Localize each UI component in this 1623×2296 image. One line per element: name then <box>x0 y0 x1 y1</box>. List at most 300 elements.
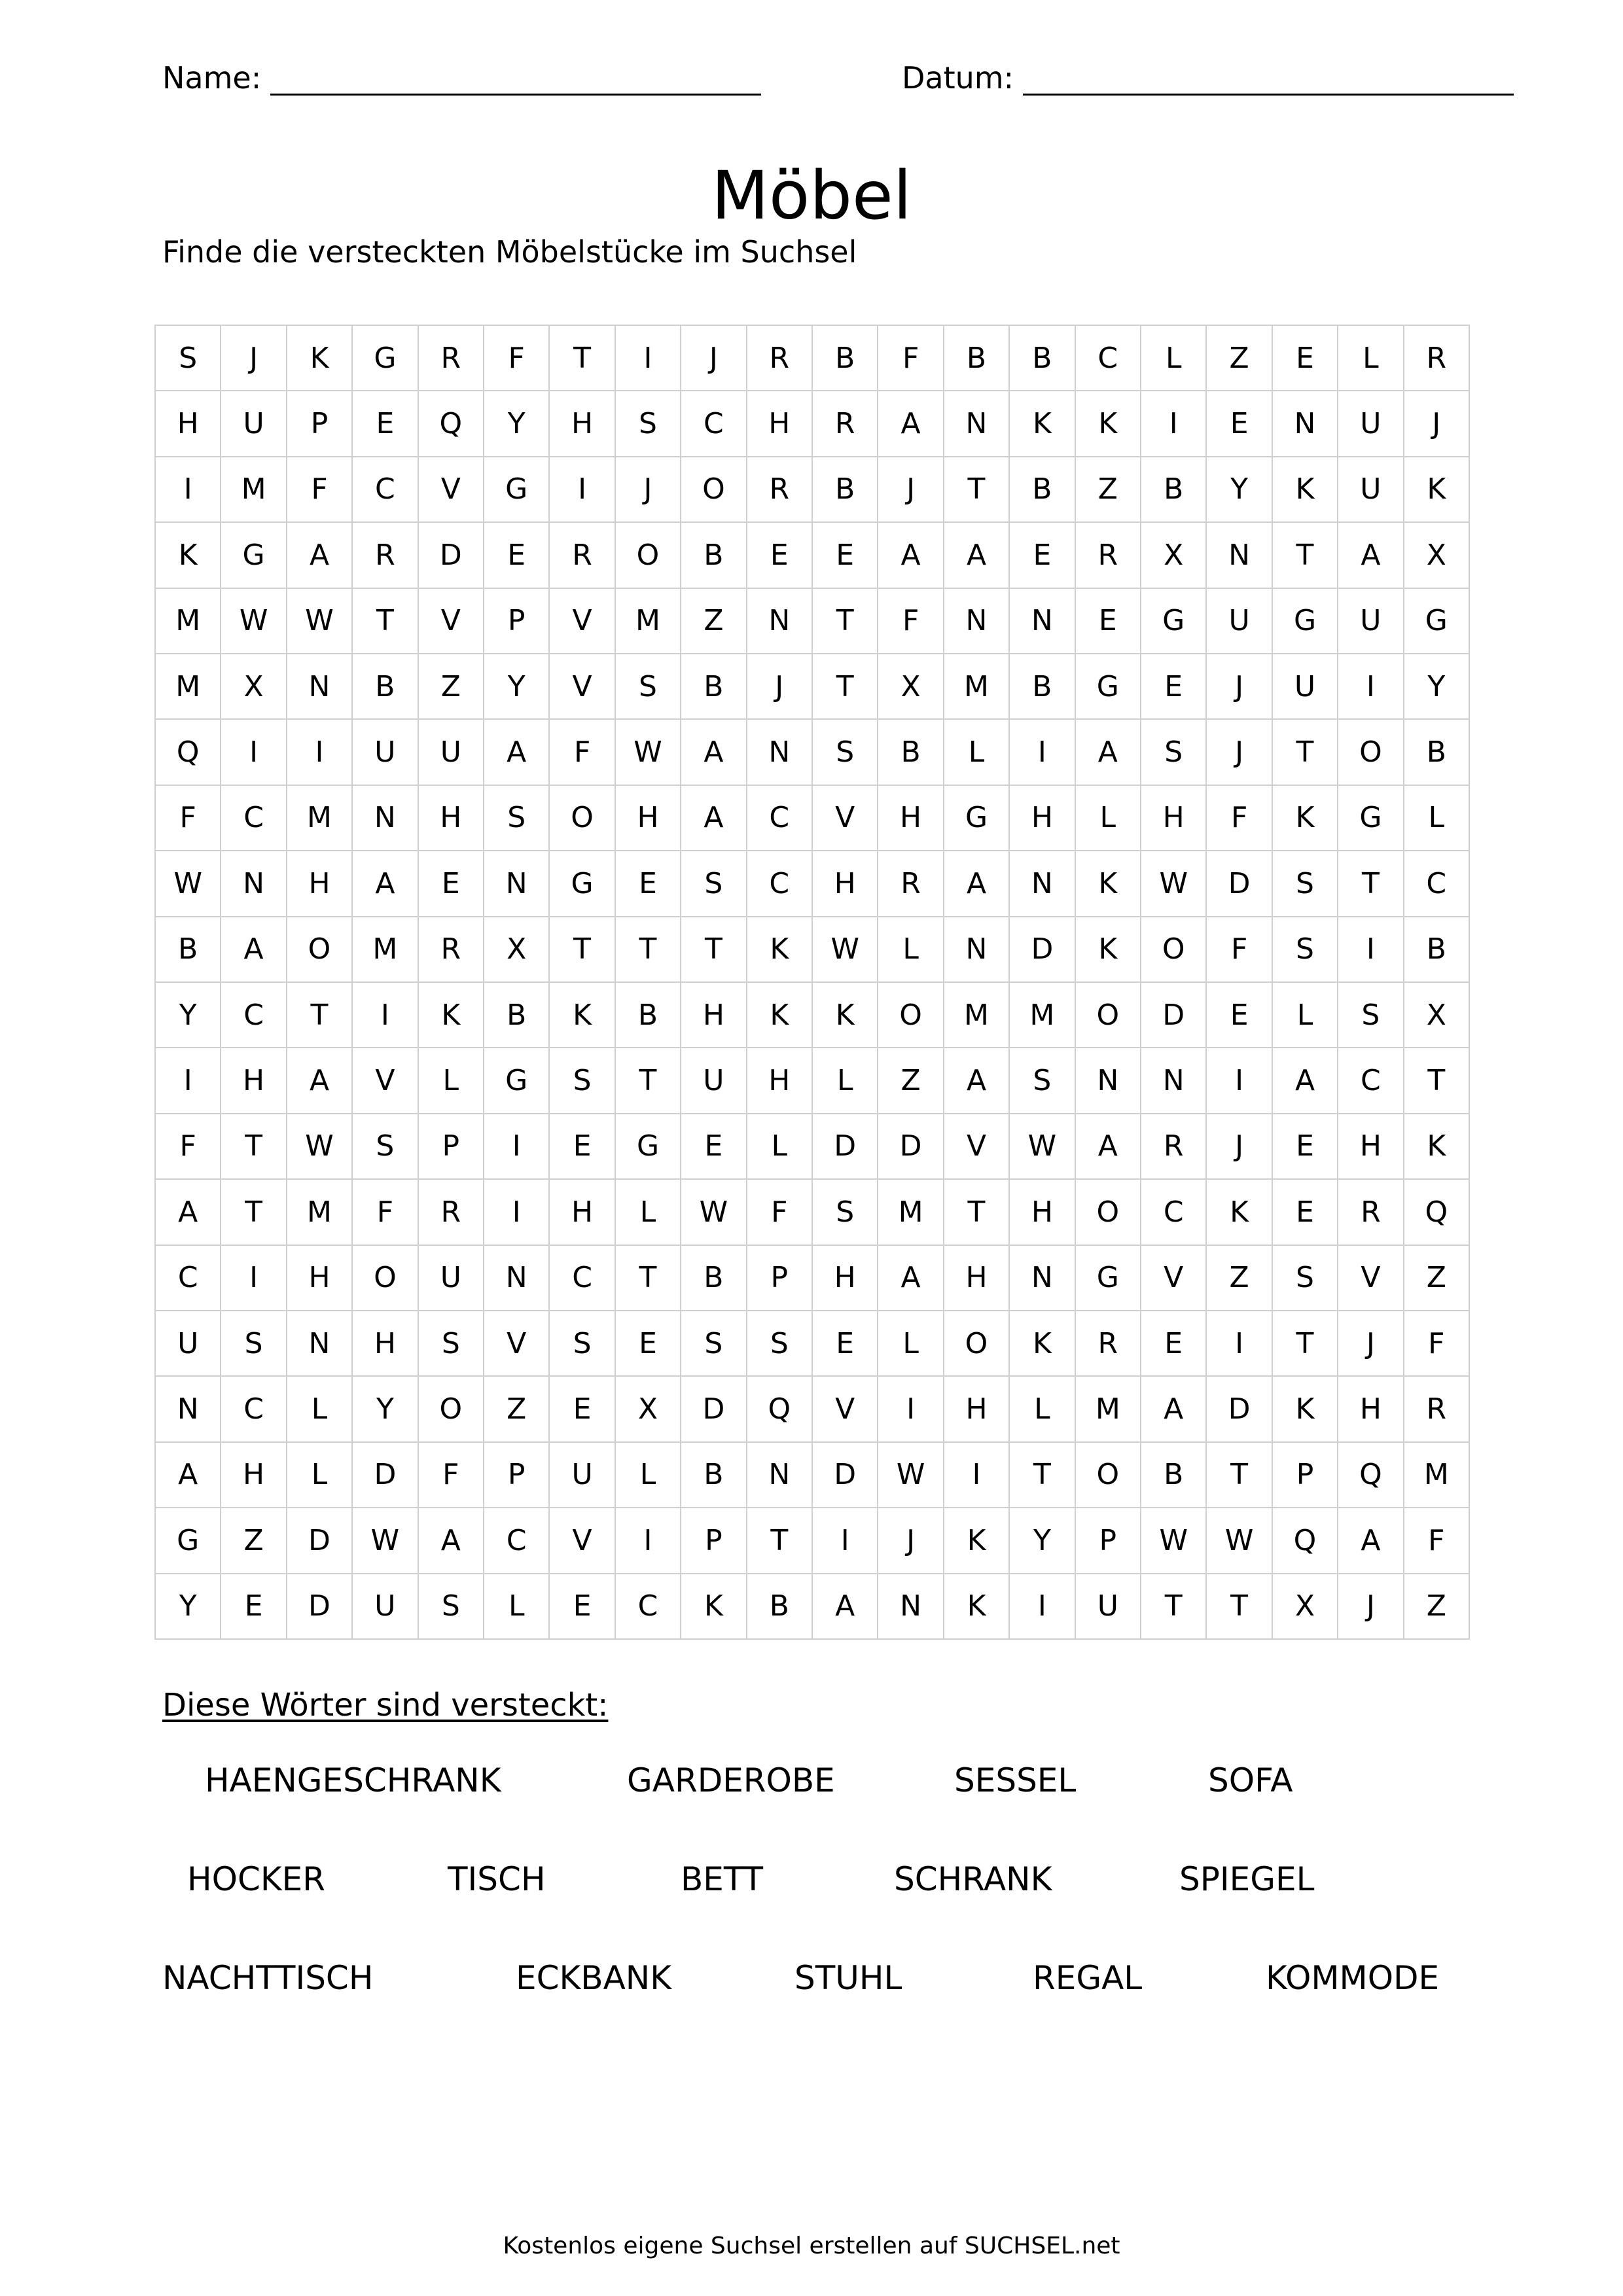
grid-cell[interactable]: U <box>1338 391 1404 457</box>
grid-cell[interactable]: K <box>1076 917 1141 983</box>
grid-cell[interactable]: E <box>1273 1180 1338 1245</box>
grid-cell[interactable]: W <box>353 1508 418 1574</box>
grid-cell[interactable]: I <box>156 1048 221 1114</box>
grid-cell[interactable]: J <box>1207 720 1272 785</box>
grid-cell[interactable]: U <box>156 1311 221 1377</box>
grid-cell[interactable]: G <box>1273 589 1338 654</box>
grid-cell[interactable]: C <box>747 851 813 917</box>
grid-cell[interactable]: S <box>1141 720 1207 785</box>
grid-cell[interactable]: T <box>1404 1048 1470 1114</box>
grid-cell[interactable]: G <box>353 326 418 391</box>
grid-cell[interactable]: A <box>1338 523 1404 588</box>
grid-cell[interactable]: Y <box>484 391 550 457</box>
grid-cell[interactable]: M <box>156 654 221 720</box>
grid-cell[interactable]: F <box>353 1180 418 1245</box>
grid-cell[interactable]: S <box>550 1311 615 1377</box>
grid-cell[interactable]: U <box>419 720 484 785</box>
grid-cell[interactable]: E <box>1010 523 1075 588</box>
grid-cell[interactable]: N <box>878 1574 944 1640</box>
grid-cell[interactable]: S <box>419 1574 484 1640</box>
grid-cell[interactable]: K <box>1010 391 1075 457</box>
grid-cell[interactable]: I <box>1207 1048 1272 1114</box>
grid-cell[interactable]: B <box>1141 457 1207 523</box>
grid-cell[interactable]: B <box>813 457 878 523</box>
grid-cell[interactable]: W <box>287 1114 353 1180</box>
grid-cell[interactable]: Y <box>1207 457 1272 523</box>
grid-cell[interactable]: S <box>156 326 221 391</box>
grid-cell[interactable]: O <box>550 786 615 851</box>
grid-cell[interactable]: I <box>1338 654 1404 720</box>
grid-cell[interactable]: R <box>813 391 878 457</box>
grid-cell[interactable]: G <box>550 851 615 917</box>
grid-cell[interactable]: S <box>1338 983 1404 1048</box>
grid-cell[interactable]: Z <box>1404 1246 1470 1311</box>
grid-cell[interactable]: R <box>419 1180 484 1245</box>
grid-cell[interactable]: E <box>1273 326 1338 391</box>
grid-cell[interactable]: V <box>550 1508 615 1574</box>
grid-cell[interactable]: X <box>1404 983 1470 1048</box>
grid-cell[interactable]: T <box>1141 1574 1207 1640</box>
grid-cell[interactable]: N <box>1010 1246 1075 1311</box>
grid-cell[interactable]: E <box>1141 654 1207 720</box>
grid-cell[interactable]: Z <box>419 654 484 720</box>
grid-cell[interactable]: K <box>813 983 878 1048</box>
grid-cell[interactable]: X <box>878 654 944 720</box>
grid-cell[interactable]: K <box>156 523 221 588</box>
grid-cell[interactable]: M <box>1076 1377 1141 1442</box>
grid-cell[interactable]: G <box>1076 1246 1141 1311</box>
grid-cell[interactable]: O <box>1141 917 1207 983</box>
grid-cell[interactable]: J <box>747 654 813 720</box>
grid-cell[interactable]: A <box>353 851 418 917</box>
grid-cell[interactable]: D <box>1010 917 1075 983</box>
grid-cell[interactable]: A <box>1141 1377 1207 1442</box>
grid-cell[interactable]: E <box>353 391 418 457</box>
grid-cell[interactable]: U <box>681 1048 747 1114</box>
grid-cell[interactable]: A <box>878 391 944 457</box>
grid-cell[interactable]: U <box>353 720 418 785</box>
grid-cell[interactable]: C <box>747 786 813 851</box>
grid-cell[interactable]: I <box>1010 720 1075 785</box>
grid-cell[interactable]: I <box>1141 391 1207 457</box>
grid-cell[interactable]: U <box>1207 589 1272 654</box>
grid-cell[interactable]: K <box>747 917 813 983</box>
grid-cell[interactable]: L <box>1141 326 1207 391</box>
grid-cell[interactable]: F <box>550 720 615 785</box>
grid-cell[interactable]: N <box>747 720 813 785</box>
grid-cell[interactable]: H <box>813 1246 878 1311</box>
grid-cell[interactable]: Y <box>156 1574 221 1640</box>
grid-cell[interactable]: H <box>221 1048 287 1114</box>
grid-cell[interactable]: R <box>1404 1377 1470 1442</box>
grid-cell[interactable]: Y <box>1404 654 1470 720</box>
grid-cell[interactable]: T <box>550 917 615 983</box>
grid-cell[interactable]: M <box>353 917 418 983</box>
grid-cell[interactable]: Q <box>747 1377 813 1442</box>
grid-cell[interactable]: H <box>1010 1180 1075 1245</box>
grid-cell[interactable]: V <box>944 1114 1010 1180</box>
grid-cell[interactable]: D <box>1141 983 1207 1048</box>
grid-cell[interactable]: C <box>1338 1048 1404 1114</box>
grid-cell[interactable]: T <box>1207 1443 1272 1508</box>
grid-cell[interactable]: C <box>1141 1180 1207 1245</box>
grid-cell[interactable]: G <box>156 1508 221 1574</box>
grid-cell[interactable]: L <box>813 1048 878 1114</box>
grid-cell[interactable]: H <box>287 1246 353 1311</box>
grid-cell[interactable]: E <box>616 851 681 917</box>
grid-cell[interactable]: R <box>1141 1114 1207 1180</box>
grid-cell[interactable]: M <box>156 589 221 654</box>
grid-cell[interactable]: S <box>813 720 878 785</box>
grid-cell[interactable]: G <box>1404 589 1470 654</box>
grid-cell[interactable]: K <box>1076 391 1141 457</box>
grid-cell[interactable]: S <box>1273 851 1338 917</box>
grid-cell[interactable]: T <box>813 654 878 720</box>
grid-cell[interactable]: B <box>813 326 878 391</box>
grid-cell[interactable]: E <box>484 523 550 588</box>
grid-cell[interactable]: V <box>484 1311 550 1377</box>
grid-cell[interactable]: T <box>1010 1443 1075 1508</box>
grid-cell[interactable]: T <box>681 917 747 983</box>
grid-cell[interactable]: V <box>1338 1246 1404 1311</box>
grid-cell[interactable]: C <box>1076 326 1141 391</box>
grid-cell[interactable]: G <box>484 457 550 523</box>
grid-cell[interactable]: G <box>1141 589 1207 654</box>
grid-cell[interactable]: E <box>616 1311 681 1377</box>
grid-cell[interactable]: I <box>550 457 615 523</box>
grid-cell[interactable]: D <box>681 1377 747 1442</box>
grid-cell[interactable]: K <box>944 1508 1010 1574</box>
grid-cell[interactable]: B <box>1010 326 1075 391</box>
grid-cell[interactable]: M <box>221 457 287 523</box>
grid-cell[interactable]: L <box>1338 326 1404 391</box>
grid-cell[interactable]: F <box>747 1180 813 1245</box>
grid-cell[interactable]: S <box>681 851 747 917</box>
grid-cell[interactable]: S <box>1273 1246 1338 1311</box>
grid-cell[interactable]: B <box>681 523 747 588</box>
grid-cell[interactable]: H <box>1141 786 1207 851</box>
grid-cell[interactable]: L <box>1076 786 1141 851</box>
grid-cell[interactable]: N <box>747 589 813 654</box>
grid-cell[interactable]: F <box>287 457 353 523</box>
grid-cell[interactable]: T <box>1338 851 1404 917</box>
grid-cell[interactable]: K <box>1404 1114 1470 1180</box>
grid-cell[interactable]: M <box>1404 1443 1470 1508</box>
grid-cell[interactable]: Z <box>1404 1574 1470 1640</box>
grid-cell[interactable]: W <box>1141 1508 1207 1574</box>
grid-cell[interactable]: N <box>1141 1048 1207 1114</box>
grid-cell[interactable]: P <box>287 391 353 457</box>
grid-cell[interactable]: P <box>747 1246 813 1311</box>
grid-cell[interactable]: K <box>1273 786 1338 851</box>
grid-cell[interactable]: S <box>221 1311 287 1377</box>
grid-cell[interactable]: B <box>1141 1443 1207 1508</box>
grid-cell[interactable]: L <box>944 720 1010 785</box>
grid-cell[interactable]: B <box>353 654 418 720</box>
grid-cell[interactable]: H <box>944 1246 1010 1311</box>
grid-cell[interactable]: Y <box>484 654 550 720</box>
grid-cell[interactable]: B <box>747 1574 813 1640</box>
grid-cell[interactable]: L <box>1010 1377 1075 1442</box>
grid-cell[interactable]: I <box>1010 1574 1075 1640</box>
grid-cell[interactable]: W <box>287 589 353 654</box>
grid-cell[interactable]: K <box>287 326 353 391</box>
grid-cell[interactable]: V <box>550 654 615 720</box>
grid-cell[interactable]: T <box>747 1508 813 1574</box>
grid-cell[interactable]: W <box>1141 851 1207 917</box>
grid-cell[interactable]: F <box>1207 786 1272 851</box>
grid-cell[interactable]: B <box>1010 457 1075 523</box>
grid-cell[interactable]: H <box>944 1377 1010 1442</box>
grid-cell[interactable]: V <box>353 1048 418 1114</box>
grid-cell[interactable]: G <box>1076 654 1141 720</box>
grid-cell[interactable]: N <box>287 1311 353 1377</box>
grid-cell[interactable]: N <box>944 589 1010 654</box>
grid-cell[interactable]: N <box>484 1246 550 1311</box>
grid-cell[interactable]: Q <box>156 720 221 785</box>
grid-cell[interactable]: I <box>616 1508 681 1574</box>
grid-cell[interactable]: D <box>353 1443 418 1508</box>
grid-cell[interactable]: M <box>287 1180 353 1245</box>
grid-cell[interactable]: Z <box>484 1377 550 1442</box>
grid-cell[interactable]: C <box>353 457 418 523</box>
grid-cell[interactable]: D <box>287 1574 353 1640</box>
grid-cell[interactable]: L <box>1273 983 1338 1048</box>
grid-cell[interactable]: A <box>681 720 747 785</box>
grid-cell[interactable]: R <box>419 917 484 983</box>
grid-cell[interactable]: I <box>287 720 353 785</box>
grid-cell[interactable]: N <box>747 1443 813 1508</box>
grid-cell[interactable]: U <box>1076 1574 1141 1640</box>
grid-cell[interactable]: U <box>221 391 287 457</box>
grid-cell[interactable]: K <box>747 983 813 1048</box>
grid-cell[interactable]: V <box>419 589 484 654</box>
grid-cell[interactable]: W <box>681 1180 747 1245</box>
grid-cell[interactable]: A <box>944 851 1010 917</box>
grid-cell[interactable]: X <box>1141 523 1207 588</box>
grid-cell[interactable]: A <box>813 1574 878 1640</box>
grid-cell[interactable]: N <box>156 1377 221 1442</box>
grid-cell[interactable]: G <box>484 1048 550 1114</box>
grid-cell[interactable]: F <box>1207 917 1272 983</box>
grid-cell[interactable]: T <box>616 917 681 983</box>
grid-cell[interactable]: I <box>156 457 221 523</box>
grid-cell[interactable]: H <box>747 391 813 457</box>
grid-cell[interactable]: J <box>1338 1574 1404 1640</box>
grid-cell[interactable]: F <box>1404 1311 1470 1377</box>
grid-cell[interactable]: S <box>1010 1048 1075 1114</box>
grid-cell[interactable]: R <box>747 457 813 523</box>
grid-cell[interactable]: N <box>1207 523 1272 588</box>
grid-cell[interactable]: O <box>1076 1180 1141 1245</box>
grid-cell[interactable]: M <box>1010 983 1075 1048</box>
grid-cell[interactable]: T <box>1207 1574 1272 1640</box>
grid-cell[interactable]: V <box>550 589 615 654</box>
grid-cell[interactable]: L <box>419 1048 484 1114</box>
grid-cell[interactable]: G <box>944 786 1010 851</box>
grid-cell[interactable]: B <box>1404 917 1470 983</box>
grid-cell[interactable]: N <box>1076 1048 1141 1114</box>
grid-cell[interactable]: P <box>484 589 550 654</box>
grid-cell[interactable]: H <box>353 1311 418 1377</box>
grid-cell[interactable]: E <box>1207 391 1272 457</box>
grid-cell[interactable]: R <box>878 851 944 917</box>
grid-cell[interactable]: P <box>1076 1508 1141 1574</box>
grid-cell[interactable]: J <box>1338 1311 1404 1377</box>
grid-cell[interactable]: E <box>813 1311 878 1377</box>
grid-cell[interactable]: S <box>747 1311 813 1377</box>
grid-cell[interactable]: J <box>878 457 944 523</box>
grid-cell[interactable]: F <box>484 326 550 391</box>
grid-cell[interactable]: C <box>221 983 287 1048</box>
grid-cell[interactable]: S <box>616 391 681 457</box>
grid-cell[interactable]: A <box>1273 1048 1338 1114</box>
grid-cell[interactable]: D <box>287 1508 353 1574</box>
grid-cell[interactable]: L <box>878 917 944 983</box>
grid-cell[interactable]: V <box>813 1377 878 1442</box>
grid-cell[interactable]: D <box>813 1114 878 1180</box>
grid-cell[interactable]: X <box>1273 1574 1338 1640</box>
grid-cell[interactable]: X <box>484 917 550 983</box>
grid-cell[interactable]: A <box>878 523 944 588</box>
grid-cell[interactable]: L <box>616 1443 681 1508</box>
grid-cell[interactable]: E <box>221 1574 287 1640</box>
grid-cell[interactable]: C <box>221 786 287 851</box>
grid-cell[interactable]: U <box>353 1574 418 1640</box>
grid-cell[interactable]: J <box>681 326 747 391</box>
grid-cell[interactable]: B <box>156 917 221 983</box>
grid-cell[interactable]: S <box>419 1311 484 1377</box>
grid-cell[interactable]: T <box>287 983 353 1048</box>
grid-cell[interactable]: O <box>287 917 353 983</box>
grid-cell[interactable]: Q <box>1273 1508 1338 1574</box>
grid-cell[interactable]: W <box>1207 1508 1272 1574</box>
grid-cell[interactable]: S <box>813 1180 878 1245</box>
grid-cell[interactable]: D <box>878 1114 944 1180</box>
grid-cell[interactable]: W <box>156 851 221 917</box>
grid-cell[interactable]: L <box>616 1180 681 1245</box>
grid-cell[interactable]: K <box>681 1574 747 1640</box>
grid-cell[interactable]: W <box>221 589 287 654</box>
grid-cell[interactable]: S <box>616 654 681 720</box>
grid-cell[interactable]: Z <box>681 589 747 654</box>
grid-cell[interactable]: J <box>1404 391 1470 457</box>
grid-cell[interactable]: D <box>1207 851 1272 917</box>
grid-cell[interactable]: A <box>944 1048 1010 1114</box>
grid-cell[interactable]: C <box>221 1377 287 1442</box>
grid-cell[interactable]: F <box>878 326 944 391</box>
grid-cell[interactable]: N <box>944 391 1010 457</box>
grid-cell[interactable]: T <box>1273 720 1338 785</box>
grid-cell[interactable]: D <box>813 1443 878 1508</box>
grid-cell[interactable]: B <box>878 720 944 785</box>
grid-cell[interactable]: O <box>1338 720 1404 785</box>
grid-cell[interactable]: H <box>747 1048 813 1114</box>
grid-cell[interactable]: N <box>353 786 418 851</box>
grid-cell[interactable]: F <box>156 786 221 851</box>
grid-cell[interactable]: M <box>944 983 1010 1048</box>
grid-cell[interactable]: H <box>1338 1377 1404 1442</box>
grid-cell[interactable]: H <box>878 786 944 851</box>
grid-cell[interactable]: U <box>1273 654 1338 720</box>
grid-cell[interactable]: Z <box>1076 457 1141 523</box>
grid-cell[interactable]: E <box>813 523 878 588</box>
grid-cell[interactable]: W <box>1010 1114 1075 1180</box>
grid-cell[interactable]: J <box>878 1508 944 1574</box>
grid-cell[interactable]: K <box>1010 1311 1075 1377</box>
grid-cell[interactable]: P <box>484 1443 550 1508</box>
grid-cell[interactable]: Z <box>878 1048 944 1114</box>
grid-cell[interactable]: Z <box>1207 1246 1272 1311</box>
grid-cell[interactable]: E <box>550 1114 615 1180</box>
grid-cell[interactable]: K <box>1207 1180 1272 1245</box>
grid-cell[interactable]: Z <box>221 1508 287 1574</box>
grid-cell[interactable]: P <box>419 1114 484 1180</box>
grid-cell[interactable]: L <box>484 1574 550 1640</box>
grid-cell[interactable]: B <box>944 326 1010 391</box>
grid-cell[interactable]: P <box>681 1508 747 1574</box>
grid-cell[interactable]: R <box>1076 1311 1141 1377</box>
grid-cell[interactable]: R <box>747 326 813 391</box>
grid-cell[interactable]: B <box>484 983 550 1048</box>
grid-cell[interactable]: N <box>1273 391 1338 457</box>
grid-cell[interactable]: K <box>1273 1377 1338 1442</box>
grid-cell[interactable]: O <box>681 457 747 523</box>
grid-cell[interactable]: V <box>419 457 484 523</box>
grid-cell[interactable]: H <box>616 786 681 851</box>
grid-cell[interactable]: N <box>287 654 353 720</box>
grid-cell[interactable]: E <box>1207 983 1272 1048</box>
grid-cell[interactable]: L <box>287 1377 353 1442</box>
grid-cell[interactable]: V <box>1141 1246 1207 1311</box>
grid-cell[interactable]: H <box>813 851 878 917</box>
grid-cell[interactable]: N <box>221 851 287 917</box>
grid-cell[interactable]: I <box>484 1180 550 1245</box>
grid-cell[interactable]: F <box>1404 1508 1470 1574</box>
grid-cell[interactable]: C <box>1404 851 1470 917</box>
grid-cell[interactable]: J <box>1207 654 1272 720</box>
grid-cell[interactable]: B <box>616 983 681 1048</box>
grid-cell[interactable]: Y <box>353 1377 418 1442</box>
grid-cell[interactable]: X <box>221 654 287 720</box>
grid-cell[interactable]: J <box>1207 1114 1272 1180</box>
grid-cell[interactable]: H <box>287 851 353 917</box>
grid-cell[interactable]: I <box>221 720 287 785</box>
grid-cell[interactable]: N <box>1010 851 1075 917</box>
grid-cell[interactable]: J <box>221 326 287 391</box>
grid-cell[interactable]: A <box>878 1246 944 1311</box>
grid-cell[interactable]: E <box>1273 1114 1338 1180</box>
grid-cell[interactable]: X <box>616 1377 681 1442</box>
grid-cell[interactable]: R <box>550 523 615 588</box>
grid-cell[interactable]: O <box>616 523 681 588</box>
grid-cell[interactable]: R <box>419 326 484 391</box>
grid-cell[interactable]: I <box>616 326 681 391</box>
grid-cell[interactable]: R <box>353 523 418 588</box>
grid-cell[interactable]: D <box>419 523 484 588</box>
grid-cell[interactable]: T <box>221 1180 287 1245</box>
grid-cell[interactable]: H <box>156 391 221 457</box>
grid-cell[interactable]: U <box>419 1246 484 1311</box>
grid-cell[interactable]: H <box>681 983 747 1048</box>
grid-cell[interactable]: B <box>681 654 747 720</box>
grid-cell[interactable]: K <box>1404 457 1470 523</box>
grid-cell[interactable]: T <box>550 326 615 391</box>
grid-cell[interactable]: I <box>353 983 418 1048</box>
grid-cell[interactable]: E <box>1076 589 1141 654</box>
grid-cell[interactable]: G <box>1338 786 1404 851</box>
grid-cell[interactable]: N <box>944 917 1010 983</box>
